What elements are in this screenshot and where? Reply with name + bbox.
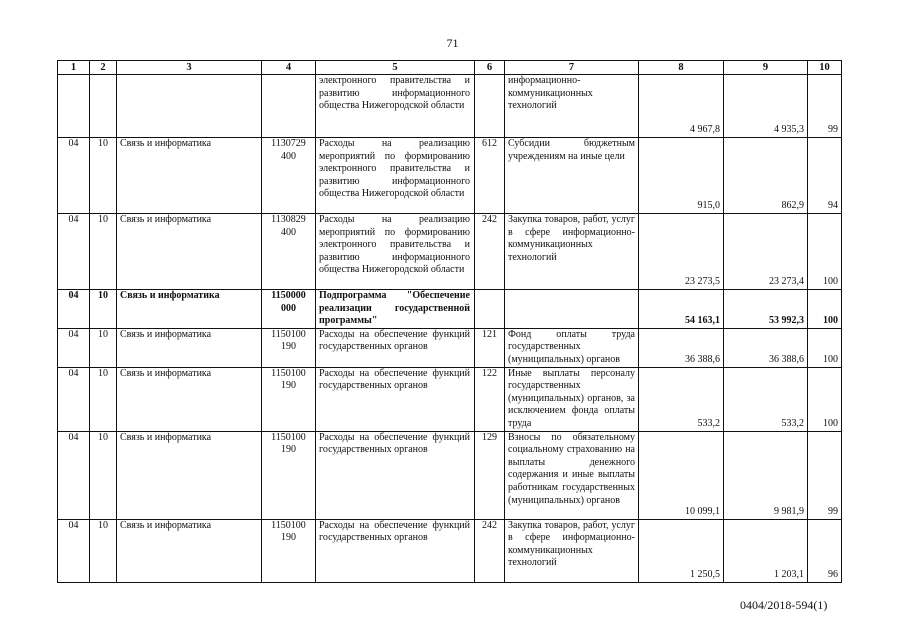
- cell-col-5: Расходы на реализацию мероприятий по формированию электронного правительства и развитию информационного общества Нижегородской области: [316, 138, 475, 214]
- cell-col-8: 23 273,5: [639, 214, 724, 290]
- cell-col-8: 915,0: [639, 138, 724, 214]
- cell-col-1: 04: [58, 431, 90, 519]
- header-cell: 4: [262, 61, 316, 75]
- cell-col-8: 54 163,1: [639, 290, 724, 329]
- header-cell: 7: [505, 61, 639, 75]
- cell-col-5: электронного правительства и развитию информационного общества Нижегородской области: [316, 75, 475, 138]
- cell-col-7: [505, 290, 639, 329]
- cell-col-10: 99: [808, 75, 842, 138]
- cell-col-5: Подпрограмма "Обеспечение реализации государственной программы": [316, 290, 475, 329]
- cell-col-10: 100: [808, 290, 842, 329]
- cell-col-6: 121: [475, 328, 505, 367]
- header-cell: 3: [117, 61, 262, 75]
- cell-col-8: 4 967,8: [639, 75, 724, 138]
- cell-col-9: 36 388,6: [724, 328, 808, 367]
- table-row: [58, 290, 842, 329]
- cell-col-6: 242: [475, 214, 505, 290]
- header-cell: 5: [316, 61, 475, 75]
- cell-col-10: 99: [808, 431, 842, 519]
- cell-col-9: 53 992,3: [724, 290, 808, 329]
- cell-col-2: 10: [90, 328, 117, 367]
- cell-col-4: 1130829 400: [262, 214, 316, 290]
- header-row: [58, 61, 842, 75]
- cell-col-3: Связь и информатика: [117, 431, 262, 519]
- cell-col-9: 23 273,4: [724, 214, 808, 290]
- cell-col-10: 100: [808, 328, 842, 367]
- cell-col-9: 9 981,9: [724, 431, 808, 519]
- table-row: [58, 328, 842, 367]
- cell-col-5: Расходы на реализацию мероприятий по формированию электронного правительства и развитию информационного общества Нижегородской области: [316, 214, 475, 290]
- cell-col-3: Связь и информатика: [117, 328, 262, 367]
- cell-col-9: 862,9: [724, 138, 808, 214]
- cell-col-2: 10: [90, 214, 117, 290]
- cell-col-5: Расходы на обеспечение функций государственных органов: [316, 328, 475, 367]
- cell-col-8: 36 388,6: [639, 328, 724, 367]
- cell-col-2: [90, 75, 117, 138]
- cell-col-6: [475, 290, 505, 329]
- cell-col-7: Иные выплаты персоналу государственных (муниципальных) органов, за исключением фонда оплаты труда: [505, 367, 639, 431]
- cell-col-4: 1150000 000: [262, 290, 316, 329]
- header-cell: 1: [58, 61, 90, 75]
- table-row: [58, 138, 842, 214]
- cell-col-3: Связь и информатика: [117, 138, 262, 214]
- cell-col-6: 242: [475, 519, 505, 582]
- cell-col-8: 533,2: [639, 367, 724, 431]
- header-cell: 9: [724, 61, 808, 75]
- table-row: [58, 75, 842, 138]
- header-cell: 6: [475, 61, 505, 75]
- cell-col-1: [58, 75, 90, 138]
- cell-col-2: 10: [90, 290, 117, 329]
- table-row: [58, 214, 842, 290]
- budget-table: [57, 60, 842, 583]
- header-cell: 10: [808, 61, 842, 75]
- cell-col-4: 1130729 400: [262, 138, 316, 214]
- table-row: [58, 367, 842, 431]
- cell-col-1: 04: [58, 290, 90, 329]
- cell-col-7: Взносы по обязательному социальному страхованию на выплаты денежного содержания и иные выплаты работникам государственных (муниципальных) органов: [505, 431, 639, 519]
- cell-col-10: 94: [808, 138, 842, 214]
- header-cell: 2: [90, 61, 117, 75]
- cell-col-2: 10: [90, 367, 117, 431]
- cell-col-2: 10: [90, 138, 117, 214]
- cell-col-10: 100: [808, 367, 842, 431]
- cell-col-5: Расходы на обеспечение функций государственных органов: [316, 431, 475, 519]
- cell-col-6: 129: [475, 431, 505, 519]
- page-number: 71: [446, 36, 459, 50]
- cell-col-4: 1150100 190: [262, 519, 316, 582]
- cell-col-7: Закупка товаров, работ, услуг в сфере информационно-коммуникационных технологий: [505, 519, 639, 582]
- cell-col-10: 100: [808, 214, 842, 290]
- cell-col-7: Фонд оплаты труда государственных (муниципальных) органов: [505, 328, 639, 367]
- cell-col-3: Связь и информатика: [117, 290, 262, 329]
- cell-col-1: 04: [58, 367, 90, 431]
- cell-col-6: [475, 75, 505, 138]
- cell-col-1: 04: [58, 214, 90, 290]
- cell-col-4: 1150100 190: [262, 367, 316, 431]
- cell-col-4: 1150100 190: [262, 431, 316, 519]
- document-code: 0404/2018-594(1): [740, 598, 828, 612]
- cell-col-1: 04: [58, 138, 90, 214]
- cell-col-9: 4 935,3: [724, 75, 808, 138]
- cell-col-1: 04: [58, 519, 90, 582]
- cell-col-6: 612: [475, 138, 505, 214]
- cell-col-3: Связь и информатика: [117, 519, 262, 582]
- cell-col-10: 96: [808, 519, 842, 582]
- cell-col-3: Связь и информатика: [117, 367, 262, 431]
- cell-col-7: Закупка товаров, работ, услуг в сфере информационно-коммуникационных технологий: [505, 214, 639, 290]
- cell-col-4: 1150100 190: [262, 328, 316, 367]
- table-row: [58, 519, 842, 582]
- cell-col-3: [117, 75, 262, 138]
- cell-col-8: 10 099,1: [639, 431, 724, 519]
- cell-col-7: Субсидии бюджетным учреждениям на иные цели: [505, 138, 639, 214]
- cell-col-9: 533,2: [724, 367, 808, 431]
- cell-col-6: 122: [475, 367, 505, 431]
- cell-col-1: 04: [58, 328, 90, 367]
- cell-col-2: 10: [90, 519, 117, 582]
- cell-col-2: 10: [90, 431, 117, 519]
- cell-col-9: 1 203,1: [724, 519, 808, 582]
- cell-col-3: Связь и информатика: [117, 214, 262, 290]
- cell-col-5: Расходы на обеспечение функций государственных органов: [316, 519, 475, 582]
- header-cell: 8: [639, 61, 724, 75]
- cell-col-7: информационно-коммуникационных технологий: [505, 75, 639, 138]
- cell-col-8: 1 250,5: [639, 519, 724, 582]
- table-row: [58, 431, 842, 519]
- cell-col-5: Расходы на обеспечение функций государственных органов: [316, 367, 475, 431]
- cell-col-4: [262, 75, 316, 138]
